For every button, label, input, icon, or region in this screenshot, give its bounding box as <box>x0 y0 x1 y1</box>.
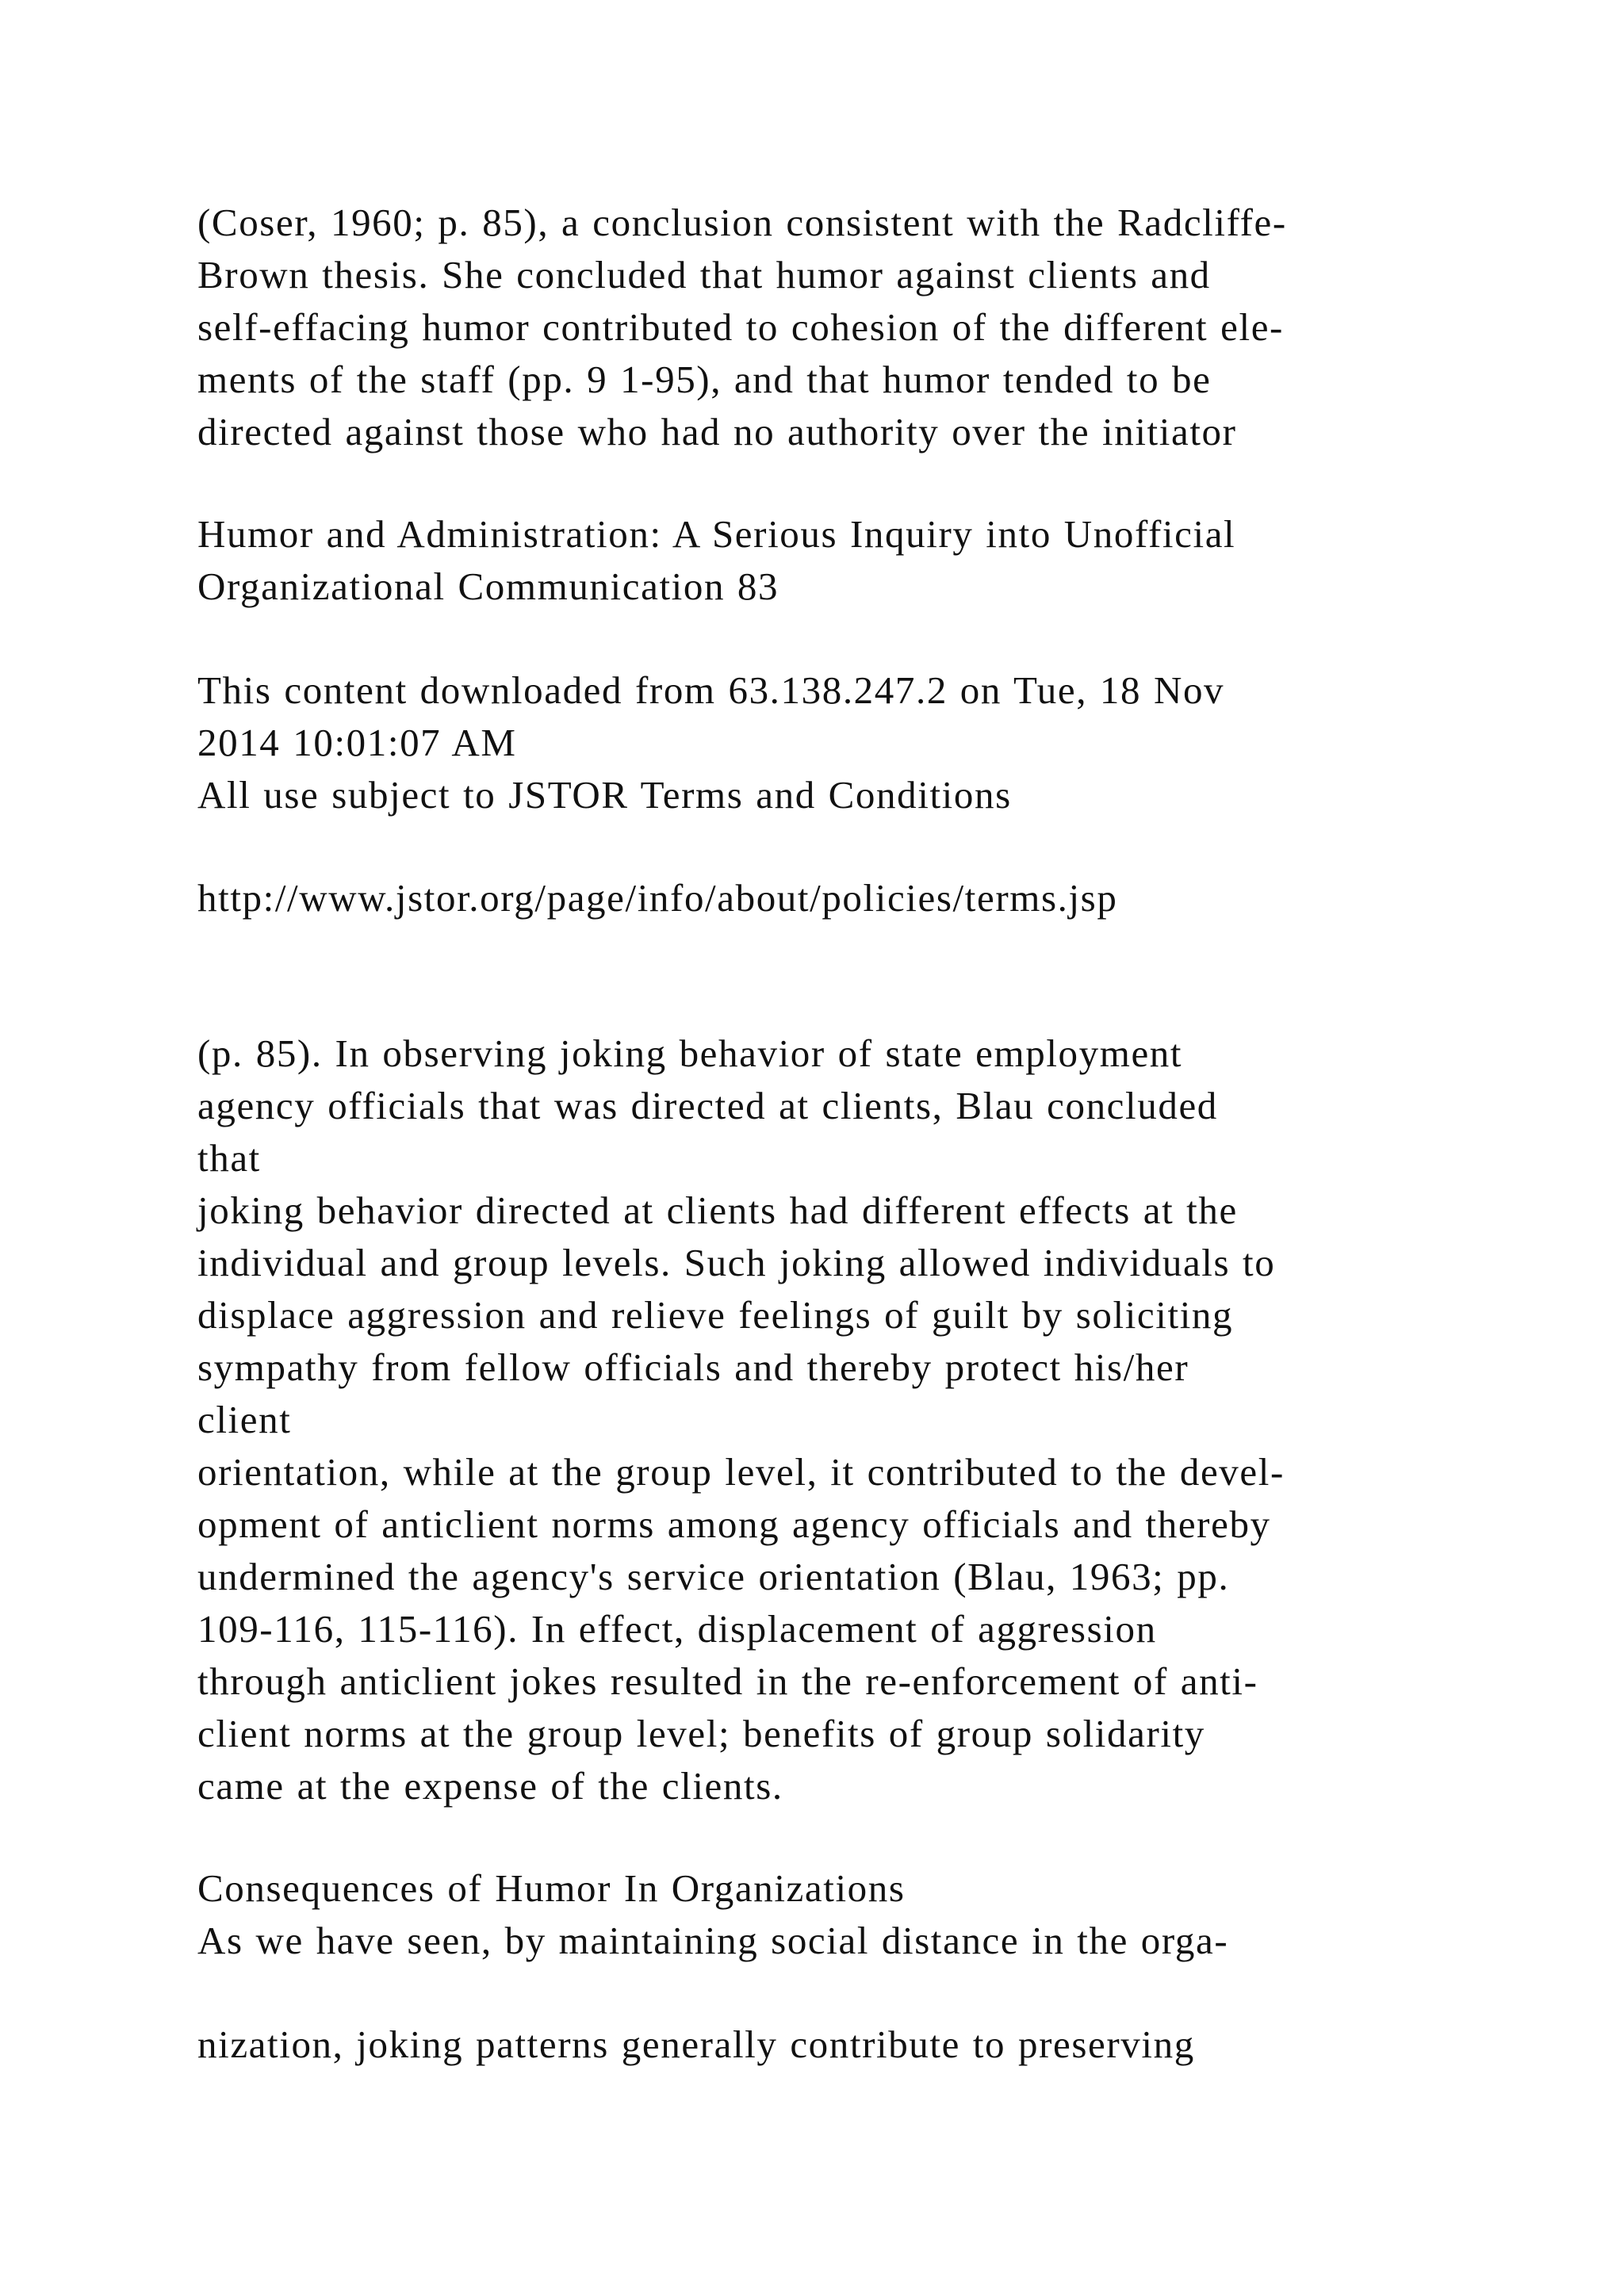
text-line: opment of anticlient norms among agency officials and thereby <box>197 1502 1271 1546</box>
text-line: through anticlient jokes resulted in the re-enforcement of anti- <box>197 1659 1258 1703</box>
text-line: sympathy from fellow officials and thereby protect his/her <box>197 1345 1189 1389</box>
text-line: client <box>197 1398 292 1441</box>
text-line: displace aggression and relieve feelings of guilt by soliciting <box>197 1293 1234 1337</box>
text-line: that <box>197 1136 261 1180</box>
text-line: Brown thesis. She concluded that humor against clients and <box>197 253 1211 297</box>
text-line: undermined the agency's service orientation (Blau, 1963; pp. <box>197 1555 1230 1598</box>
text-line: As we have seen, by maintaining social distance in the orga- <box>197 1919 1229 1962</box>
text-line: nization, joking patterns generally contribute to preserving <box>197 2022 1195 2066</box>
text-line: individual and group levels. Such joking allowed individuals to <box>197 1241 1276 1284</box>
terms-url-text: http://www.jstor.org/page/info/about/policies/terms.jsp <box>197 876 1118 920</box>
section-heading: Consequences of Humor In Organizations <box>197 1866 906 1910</box>
text-line: directed against those who had no authority over the initiator <box>197 410 1237 453</box>
jstor-notice-line: 2014 10:01:07 AM <box>197 721 517 764</box>
text-line: came at the expense of the clients. <box>197 1764 783 1808</box>
text-line: joking behavior directed at clients had different effects at the <box>197 1188 1238 1232</box>
running-head-line: Organizational Communication 83 <box>197 564 779 608</box>
text-line: 109-116, 115-116). In effect, displacement of aggression <box>197 1607 1157 1651</box>
text-line: client norms at the group level; benefits of group solidarity <box>197 1712 1205 1755</box>
paragraph-3 <box>197 2019 1545 2071</box>
running-head-line: Humor and Administration: A Serious Inquiry into Unofficial <box>197 512 1236 556</box>
paragraph-2 <box>197 1027 1545 1812</box>
paragraph-1 <box>197 197 1545 458</box>
text-line: self-effacing humor contributed to cohesion of the different ele- <box>197 305 1284 349</box>
text-line: (p. 85). In observing joking behavior of state employment <box>197 1031 1183 1075</box>
jstor-notice <box>197 664 1545 821</box>
running-head <box>197 508 1545 613</box>
jstor-notice-line: This content downloaded from 63.138.247.2 on Tue, 18 Nov <box>197 668 1225 712</box>
jstor-notice-line: All use subject to JSTOR Terms and Conditions <box>197 773 1012 817</box>
text-line: agency officials that was directed at clients, Blau concluded <box>197 1084 1218 1127</box>
text-line: orientation, while at the group level, it contributed to the devel- <box>197 1450 1285 1494</box>
section-consequences <box>197 1862 1545 1967</box>
terms-url <box>197 872 1545 924</box>
text-line: ments of the staff (pp. 9 1-95), and that humor tended to be <box>197 358 1212 401</box>
text-line: (Coser, 1960; p. 85), a conclusion consistent with the Radcliffe- <box>197 201 1287 244</box>
